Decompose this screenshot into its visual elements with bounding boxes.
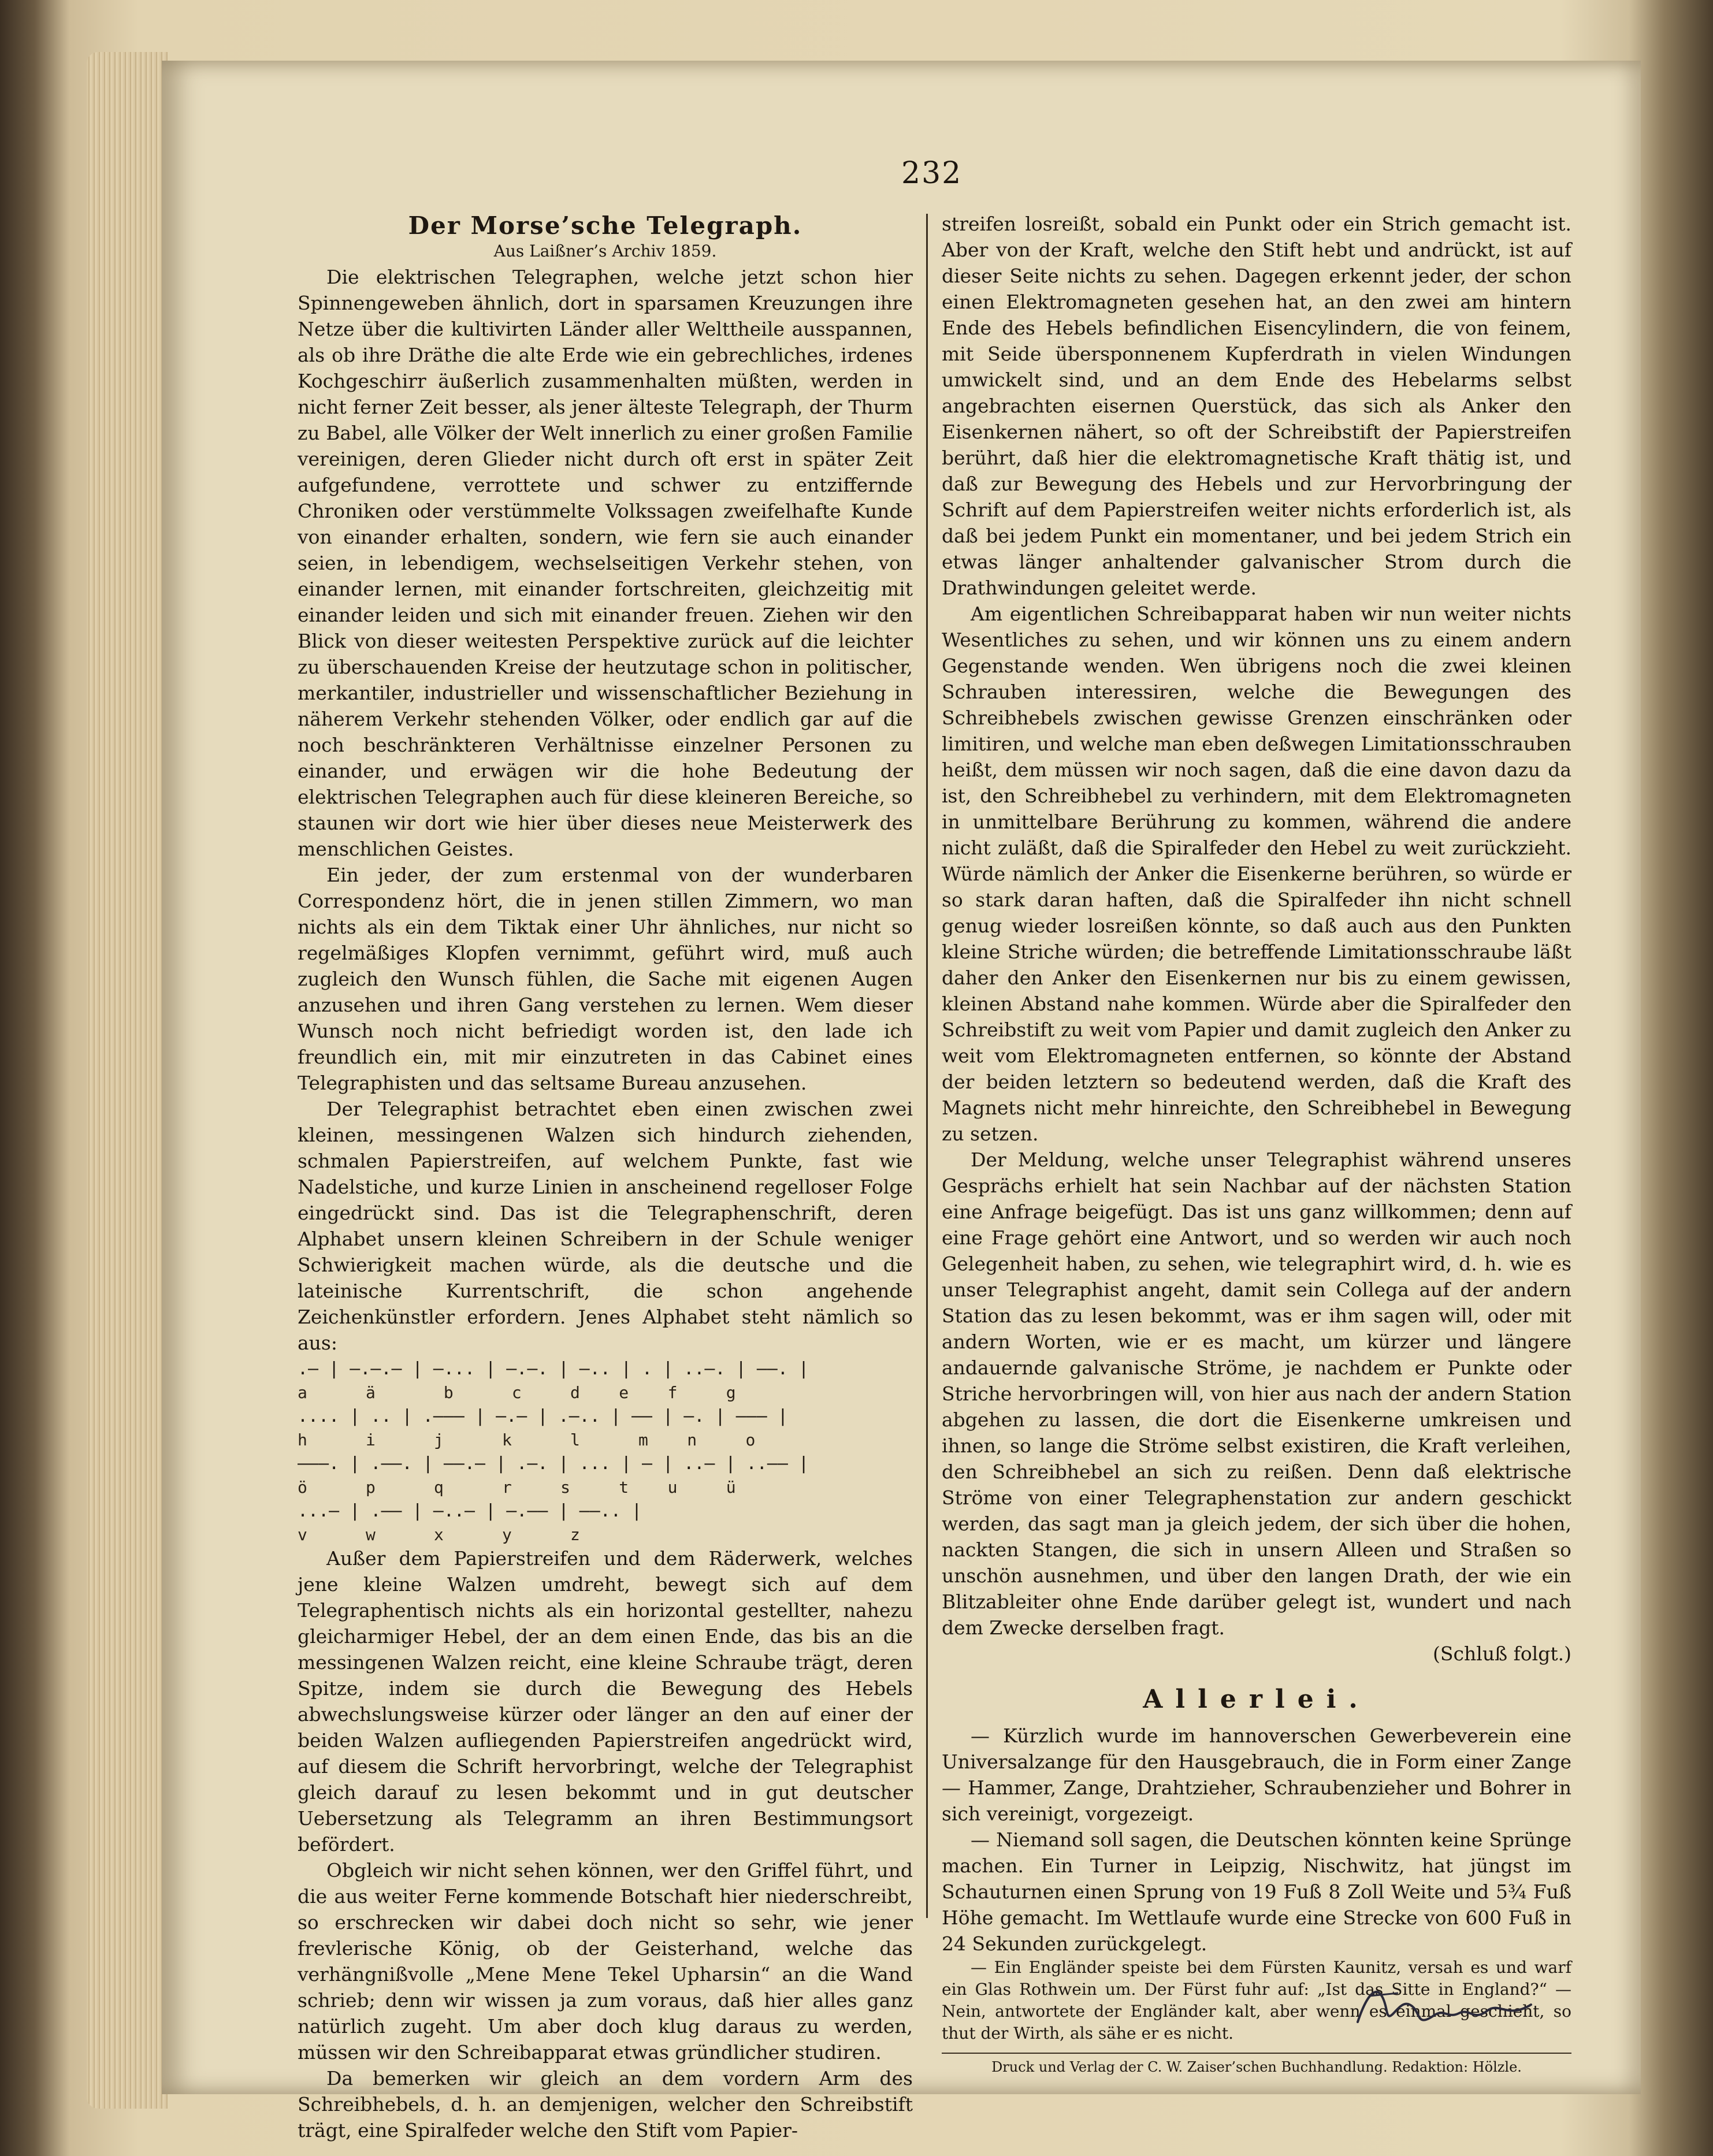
paragraph: Der Telegraphist betrachtet eben einen zwischen zwei kleinen, messingenen Walzen sich hindurch ziehenden, schmalen Papierstreifen, auf welchem Punkte, fast wie Nadelstiche, und kurze Linien in anscheinend regelloser Folge eingedrückt sind. Das ist die Telegraphenschrift, deren Alphabet unsern kleinen Schreibern in der Schule weniger Schwierigkeit machen würde, als die deutsche und die lateinische Kurrentschrift, die schon angehende Zeichenkünstler erfordern. Jenes Alphabet steht nämlich so aus:: [298, 1098, 913, 1354]
handwritten-signature: [1346, 1964, 1543, 2045]
alphabet-codes: .... | .. | .——— | —.— | .—.. | —— | —. | ——— |: [298, 1406, 788, 1426]
footer-rule: [942, 2053, 1571, 2054]
article-title: Der Morse’sche Telegraph.: [408, 211, 802, 240]
column-divider: [926, 214, 928, 1918]
alphabet-codes: .— | —.—.— | —... | —.—. | —.. | . | ..—. | ——. |: [298, 1359, 809, 1379]
allerlei-item: — Kürzlich wurde im hannoverschen Gewerbeverein eine Universalzange für den Hausgebrauch, die in Form einer Zange — Hammer, Zange, Drahtzieher, Schraubenzieher und Bohrer in sich vereinigt, vorgezeigt.: [942, 1724, 1571, 1825]
left-column: [298, 211, 913, 2143]
allerlei-title: Allerlei.: [1143, 1685, 1370, 1714]
paragraph: Am eigentlichen Schreibapparat haben wir nun weiter nichts Wesentliches zu sehen, und wir können uns zu einem andern Gegenstande wenden. Wen übrigens noch die zwei kleinen Schrauben interessiren, welche die Bewegungen des Schreibhebels zwischen gewisse Grenzen einschränken oder limitiren, und welche man eben deßwegen Limitationsschrauben heißt, dem müssen wir noch sagen, daß die eine davon dazu da ist, den Schreibhebel zu verhindern, mit dem Elektromagneten in unmittelbare Berührung zu kommen, während die andere nicht zuläßt, daß die Spiralfeder den Hebel zu weit zurückzieht. Würde nämlich der Anker die Eisenkerne berühren, so würde er so stark daran haften, daß die Spiralfeder ihn nicht schnell genug wieder losreißen könnte, so daß auch aus den Punkten kleine Striche würden; die betreffende Limitationsschraube läßt daher den Anker den Eisenkernen nur bis zu einem gewissen, kleinen Abstand nahe kommen. Würde aber die Spiralfeder den Schreibstift zu weit vom Papier und damit zugleich den Anker zu weit vom Elektromagneten entfernen, so könnte der Abstand der beiden letztern so bedeutend werden, daß die Kraft des Magnets nicht mehr hinreichte, den Schreibhebel in Bewegung zu setzen.: [942, 603, 1571, 1145]
page-number: 232: [901, 156, 963, 191]
alphabet-codes: ———. | .——. | ——.— | .—. | ... | — | ..— | ..—— |: [298, 1454, 809, 1474]
paragraph: Da bemerken wir gleich an dem vordern Arm des Schreibhebels, d. h. an demjenigen, welcher den Schreibstift trägt, eine Spiralfeder welche den Stift vom Papier-: [298, 2067, 913, 2142]
paragraph: Die elektrischen Telegraphen, welche jetzt schon hier Spinnengeweben ähnlich, dort in sparsamen Kreuzungen ihre Netze über die kultivirten Länder aller Welttheile ausspannen, als ob ihre Dräthe die alte Erde wie ein gebrechliches, irdenes Kochgeschirr äußerlich zusammenhalten müßten, werden in nicht ferner Zeit besser, als jener älteste Telegraph, der Thurm zu Babel, alle Völker der Welt innerlich zu einer großen Familie vereinigen, deren Glieder nicht durch oft erst in später Zeit aufgefundene, verrottete und schwer zu entziffernde Chroniken oder verstümmelte Volkssagen zweifelhafte Kunde von einander erhalten, sondern, wie fern sie auch einander seien, in lebendigem, wechselseitigen Verkehr stehen, von einander lernen, mit einander fortschreiten, gleichzeitig mit einander leiden und sich mit einander freuen. Ziehen wir den Blick von dieser weitesten Perspektive zurück auf die leichter zu überschauenden Kreise der heutzutage schon in politischer, merkantiler, industrieller und wissenschaftlicher Beziehung in näherem Verkehr stehenden Völker, oder endlich gar auf die noch beschränkteren Verhältnisse einzelner Personen zu einander, und erwägen wir die hohe Bedeutung der elektrischen Telegraphen auch für diese kleineren Bereiche, so staunen wir dort wie hier über dieses neue Meisterwerk des menschlichen Geistes.: [298, 266, 913, 860]
paragraph: streifen losreißt, sobald ein Punkt oder ein Strich gemacht ist. Aber von der Kraft, welche den Stift hebt und andrückt, ist auf dieser Seite nichts zu sehen. Dagegen erkennt jeder, der schon einen Elektromagneten gesehen hat, an den zwei am hintern Ende des Hebels befindlichen Eisencylindern, die von feinem, mit Seide übersponnenem Kupferdrath in vielen Windungen umwickelt sind, und an dem Ende des Hebelarms selbst angebrachten eisernen Querstück, das sich als Anker den Eisenkernen nähert, so oft der Schreibstift der Papierstreifen berührt, daß hier die elektromagnetische Kraft thätig ist, und daß zur Bewegung des Hebels und zur Hervorbringung der Schrift auf dem Papierstreifen weiter nichts erforderlich ist, als daß bei jedem Punkt ein momentaner, und bei jedem Strich ein etwas länger anhaltender galvanischer Strom durch die Drathwindungen geleitet werde.: [942, 213, 1571, 599]
morse-alphabet: [298, 1358, 913, 1545]
paragraph: Obgleich wir nicht sehen können, wer den Griffel führt, und die aus weiter Ferne kommende Botschaft hier niederschreibt, so erschrecken wir dabei doch nicht so sehr, wie jener frevlerische König, ob der Geisterhand, welche das verhängnißvolle „Mene Mene Tekel Upharsin“ an die Wand schrieb; denn wir wissen ja zum voraus, daß hier alles ganz natürlich zugeht. Um aber doch klug daraus zu werden, müssen wir den Schreibapparat etwas gründlicher studiren.: [298, 1859, 913, 2064]
paragraph: Ein jeder, der zum erstenmal von der wunderbaren Correspondenz hört, die in jenen stillen Zimmern, wo man nichts als ein dem Tiktak einer Uhr ähnliches, nur nicht so regelmäßiges Klopfen vernimmt, geführt wird, muß auch zugleich den Wunsch fühlen, die Sache mit eigenen Augen anzusehen und ihren Gang verstehen zu lernen. Wem dieser Wunsch noch nicht befriedigt worden ist, den lade ich freundlich ein, mit mir einzutreten in das Cabinet eines Telegraphisten und das seltsame Bureau anzusehen.: [298, 864, 913, 1094]
imprint: Druck und Verlag der C. W. Zaiser’schen Buchhandlung. Redaktion: Hölzle.: [991, 2059, 1522, 2075]
alphabet-letters: a ä b c d e f g: [298, 1383, 736, 1402]
allerlei-item: — Ein Engländer speiste bei dem Fürsten Kaunitz, versah es und warf ein Glas Rothwein um. Der Fürst fuhr auf: „Ist das Sitte in England?“ — Nein, antwortete der Engländer kalt, aber wenn es einmal geschieht, so thut der Wirth, als sähe er es nicht.: [942, 1958, 1571, 2043]
paragraph: Der Meldung, welche unser Telegraphist während unseres Gesprächs erhielt hat sein Nachbar auf der nächsten Station eine Anfrage beigefügt. Das ist uns ganz willkommen; denn auf eine Frage gehört eine Antwort, und so werden wir auch noch Gelegenheit haben, zu sehen, wie telegraphirt wird, d. h. wie es unser Telegraphist angeht, damit sein Collega auf der andern Station das zu lesen bekommt, was er ihm sagen will, oder mit andern Worten, wie er es macht, um kürzer und längere andauernde galvanische Ströme, je nachdem er Punkte oder Striche hervorbringen will, von hier aus nach der andern Station abgehen zu lassen, die dort die Eisenkerne umkreisen und ihnen, so lange die Ströme selbst existiren, die Kraft verleihen, den Schreibhebel an sich zu reißen. Denn daß elektrische Ströme von einer Telegraphenstation zur andern geschickt werden, das sagt man ja gleich jedem, der sich über die hohen, nackten Stangen, die sich in unsern Alleen und Straßen so unschön ausnehmen, und über den langen Drath, der wie ein Blitzableiter ohne Ende darüber gelegt ist, wundert und nach dem Zwecke derselben fragt.: [942, 1148, 1571, 1639]
allerlei-item: — Niemand soll sagen, die Deutschen könnten keine Sprünge machen. Ein Turner in Leipzig, Nischwitz, hat jüngst im Schauturnen einen Sprung von 19 Fuß 8 Zoll Weite und 5¾ Fuß Höhe gemacht. Im Wettlaufe wurde eine Strecke von 600 Fuß in 24 Sekunden zurückgelegt.: [942, 1828, 1571, 1955]
alphabet-letters: h i j k l m n o: [298, 1430, 756, 1449]
article-source: Aus Laißner’s Archiv 1859.: [493, 241, 717, 261]
right-column: [942, 211, 1571, 2076]
alphabet-codes: ...— | .—— | —..— | —.—— | ——.. |: [298, 1501, 642, 1521]
continuation-note: (Schluß folgt.): [1433, 1642, 1571, 1665]
paragraph: Außer dem Papierstreifen und dem Räderwerk, welches jene kleine Walzen umdreht, bewegt sich auf dem Telegraphentisch nichts als ein horizontal gestellter, nahezu gleicharmiger Hebel, der an dem einen Ende, das bis an die messingenen Walzen reicht, eine kleine Schraube trägt, deren Spitze, indem sie durch die Bewegung des Hebels abwechslungsweise kürzer oder länger an den auf einer der beiden Walzen aufliegenden Papierstreifen angedrückt wird, auf diesem die Schrift hervorbringt, welche der Telegraphist gleich darauf zu lesen bekommt und in gut deutscher Uebersetzung als Telegramm an ihren Bestimmungsort befördert.: [298, 1547, 913, 1856]
alphabet-letters: ö p q r s t u ü: [298, 1478, 736, 1497]
alphabet-letters: v w x y z: [298, 1525, 580, 1544]
page-stack-edges: [87, 52, 168, 2109]
